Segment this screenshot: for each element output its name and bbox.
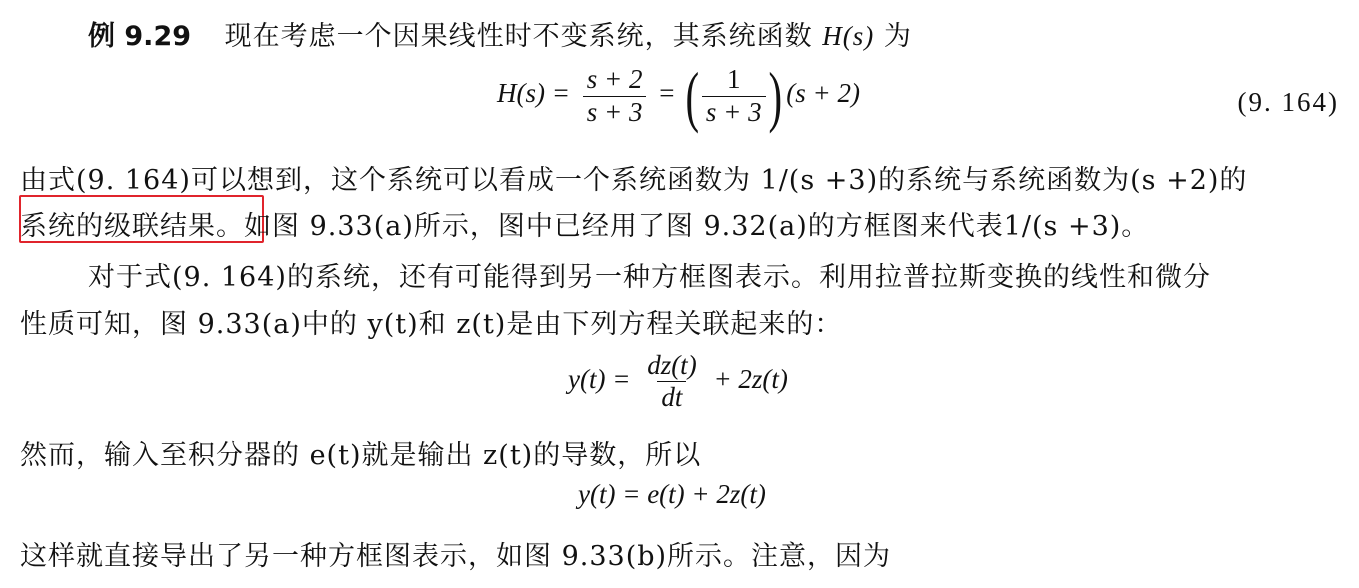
equation-derivative bbox=[568, 350, 788, 413]
left-paren-icon: ( bbox=[685, 58, 700, 134]
eq-lhs: H(s) = bbox=[497, 78, 570, 109]
example-heading bbox=[88, 14, 912, 53]
example-intro-tail: 为 bbox=[883, 21, 912, 52]
paragraph-4-line-1: 这样就直接导出了另一种方框图表示，如图 9.33(b)所示。注意，因为 bbox=[20, 541, 892, 572]
eq-fraction-1 bbox=[583, 64, 647, 127]
example-intro-symbol: H(s) bbox=[822, 21, 875, 51]
paragraph-1-line-1: 由式(9. 164)可以想到，这个系统可以看成一个系统函数为 1/(s +3)的系统与系统函数为(s +2)的 bbox=[20, 165, 1248, 196]
eq-deriv-tail: + 2z(t) bbox=[713, 363, 788, 394]
eq-deriv-numerator: dz(t) bbox=[647, 350, 697, 380]
eq-deriv-lhs: y(t) = bbox=[568, 363, 631, 394]
example-intro: 现在考虑一个因果线性时不变系统，其系统函数 bbox=[224, 21, 813, 52]
equation-sum: y(t) = e(t) + 2z(t) bbox=[578, 479, 766, 509]
right-paren-icon: ) bbox=[768, 58, 782, 134]
paragraph-2-line-2: 性质可知，图 9.33(a)中的 y(t)和 z(t)是由下列方程关联起来的： bbox=[20, 309, 843, 340]
paragraph-2-line-1: 对于式(9. 164)的系统，还有可能得到另一种方框图表示。利用拉普拉斯变换的线性和微分 bbox=[88, 262, 1211, 293]
paragraph-1-line-2 bbox=[20, 204, 1149, 243]
eq-fraction-2-numerator: 1 bbox=[726, 64, 741, 95]
example-label: 例 9.29 bbox=[88, 21, 192, 52]
eq-deriv-denominator: dt bbox=[657, 381, 686, 413]
eq-fraction-2 bbox=[702, 64, 766, 127]
eq-deriv-fraction bbox=[643, 350, 701, 413]
equation-9-164 bbox=[497, 58, 860, 134]
eq-fraction-1-numerator: s + 2 bbox=[586, 64, 643, 95]
eq-fraction-2-denominator: s + 3 bbox=[702, 96, 766, 128]
equation-number: (9. 164) bbox=[1237, 87, 1339, 117]
eq-equals-2: = bbox=[659, 78, 675, 109]
eq-tail: (s + 2) bbox=[786, 78, 860, 109]
paragraph-1-line-2-rest: 如图 9.33(a)所示，图中已经用了图 9.32(a)的方框图来代表1/(s +3)。 bbox=[244, 211, 1150, 242]
highlighted-text: 系统的级联结果。 bbox=[20, 211, 244, 242]
eq-fraction-1-denominator: s + 3 bbox=[583, 96, 647, 128]
paragraph-3-line-1: 然而，输入至积分器的 e(t)就是输出 z(t)的导数，所以 bbox=[20, 440, 702, 471]
